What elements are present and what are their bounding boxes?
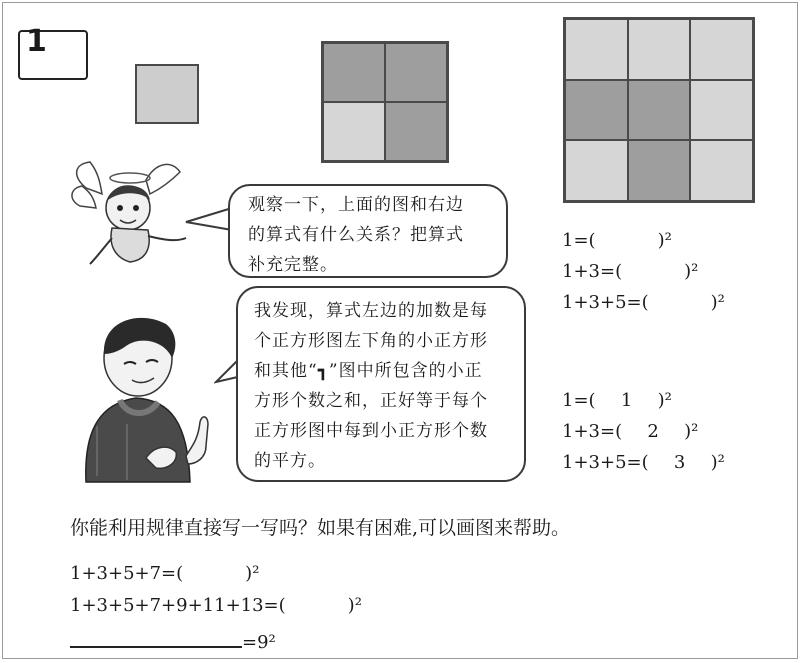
eq-lhs: 1+3=(	[562, 261, 623, 282]
eq-rhs: )²	[710, 452, 725, 473]
cell	[628, 19, 691, 80]
cell	[565, 80, 628, 141]
cell	[385, 43, 447, 102]
eq-lhs: 1=(	[562, 230, 596, 251]
exercise-2	[70, 595, 362, 616]
cell	[323, 102, 385, 161]
bubble-line: 我发现，算式左边的加数是每	[254, 301, 488, 321]
eq-rhs: )²	[684, 261, 699, 282]
eq-lhs: 1+3+5=(	[562, 292, 649, 313]
cell	[628, 80, 691, 141]
bubble-line: 补充完整。	[248, 255, 338, 275]
question-text: 你能利用规律直接写一写吗？如果有困难,可以画图来帮助。	[70, 517, 571, 539]
cell	[323, 43, 385, 102]
bubble-line: 观察一下，上面的图和右边	[248, 195, 464, 215]
cell	[690, 140, 753, 201]
exercise-1	[70, 563, 259, 584]
boy-illustration	[66, 306, 226, 496]
eq-rhs: )²	[657, 390, 672, 411]
problem-number: 1	[26, 24, 47, 59]
bubble-line: 的平方。	[254, 451, 326, 471]
square-2x2	[321, 41, 449, 163]
equation-filled-3	[562, 452, 725, 473]
cell	[690, 19, 753, 80]
equation-blank-3	[562, 292, 725, 313]
eq-answer: 3	[673, 452, 686, 473]
eq-answer: 1	[620, 390, 633, 411]
equation-blank-1	[562, 230, 672, 251]
exercise-rhs: )²	[245, 563, 260, 584]
cell	[690, 80, 753, 141]
eq-answer: 2	[647, 421, 659, 442]
equation-blank-2	[562, 261, 698, 282]
exercise-lhs: 1+3+5+7=(	[70, 563, 184, 584]
eq-lhs: 1+3=(	[562, 421, 623, 442]
angel-illustration	[68, 158, 198, 273]
eq-rhs: )²	[684, 421, 699, 442]
square-1x1	[135, 64, 199, 124]
cell	[628, 140, 691, 201]
eq-lhs: 1=(	[562, 390, 596, 411]
equation-filled-2	[562, 421, 698, 442]
eq-rhs: )²	[710, 292, 725, 313]
speech-bubble-1-text	[248, 190, 500, 280]
equation-filled-1	[562, 390, 672, 411]
exercise-3	[70, 626, 276, 653]
eq-rhs: )²	[657, 230, 672, 251]
eq-lhs: 1+3+5=(	[562, 452, 649, 473]
bubble-line: 和其他“┓”图中所包含的小正	[254, 361, 483, 381]
speech-bubble-2-text	[254, 296, 518, 476]
answer-blank-line[interactable]	[70, 626, 242, 648]
speech-bubble-tail-1	[184, 200, 234, 240]
cell	[565, 19, 628, 80]
bubble-line: 正方形图中每到小正方形个数	[254, 421, 488, 441]
bubble-line: 的算式有什么关系？把算式	[248, 225, 464, 245]
square-3x3	[563, 17, 755, 203]
exercise-rhs: )²	[347, 595, 362, 616]
exercise-lhs: 1+3+5+7+9+11+13=(	[70, 595, 286, 616]
cell	[565, 140, 628, 201]
exercise-rhs: =9²	[242, 632, 276, 653]
cell	[385, 102, 447, 161]
bubble-line: 方形个数之和，正好等于每个	[254, 391, 488, 411]
bubble-line: 个正方形图左下角的小正方形	[254, 331, 488, 351]
